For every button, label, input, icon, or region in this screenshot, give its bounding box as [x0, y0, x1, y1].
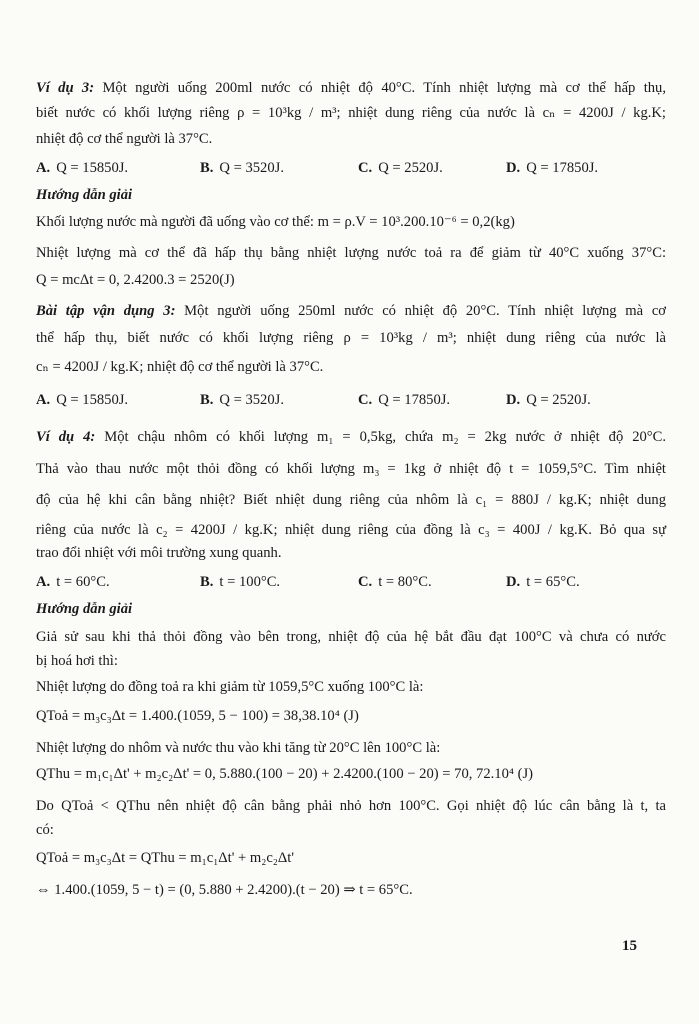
- solution-2-line-2: bị hoá hơi thì:: [36, 653, 118, 669]
- solution-2-line-7: Do QToả < QThu nên nhiệt độ cân bằng phải nhỏ hơn 100°C. Gọi nhiệt độ lúc cân bằng là t, ta: [36, 798, 666, 814]
- example-4-line-3: độ của hệ khi cân bằng nhiệt? Biết nhiệt dung riêng của nhôm là c₁ = 880J / kg.K; nhiệt dung: [36, 492, 666, 508]
- option-d: D. Q = 2520J.: [506, 392, 591, 408]
- exercise-3-line-3: cₙ = 4200J / kg.K; nhiệt độ cơ thể người là 37°C.: [36, 359, 324, 375]
- solution-2-line-5: Nhiệt lượng do nhôm và nước thu vào khi tăng từ 20°C lên 100°C là:: [36, 740, 441, 756]
- example-4-line-4: riêng của nước là c₂ = 4200J / kg.K; nhiệt dung riêng của đồng là c₃ = 400J / kg.K. Bỏ qua sự: [36, 522, 666, 538]
- option-d: D. Q = 17850J.: [506, 160, 599, 176]
- solution-2-line-9: QToả = m₃c₃Δt = QThu = m₁c₁Δt' + m₂c₂Δt': [36, 850, 294, 866]
- option-c: C. Q = 2520J.: [358, 160, 443, 176]
- solution-1-line-3: Q = mcΔt = 0, 2.4200.3 = 2520(J): [36, 272, 235, 288]
- option-c: C. Q = 17850J.: [358, 392, 451, 408]
- solution-2-line-4: QToả = m₃c₃Δt = 1.400.(1059, 5 − 100) = 38,38.10⁴ (J): [36, 708, 359, 724]
- solution-heading: Hướng dẫn giải: [36, 601, 133, 617]
- solution-2-line-8: có:: [36, 822, 54, 838]
- option-c: C. t = 80°C.: [358, 574, 432, 590]
- example-4-options: [36, 572, 666, 592]
- solution-1-line-2: Nhiệt lượng mà cơ thể đã hấp thụ bằng nhiệt lượng nước toả ra để giảm từ 40°C xuống 37°C:: [36, 245, 666, 261]
- example-3-line-2: biết nước có khối lượng riêng ρ = 10³kg / m³; nhiệt dung riêng của nước là cₙ = 4200J / kg.K;: [36, 105, 666, 121]
- example-4-label: Ví dụ 4:: [36, 429, 96, 445]
- option-b: B. Q = 3520J.: [200, 392, 284, 408]
- example-3-label: Ví dụ 3:: [36, 80, 95, 96]
- example-4-line-5: trao đổi nhiệt với môi trường xung quanh.: [36, 545, 282, 561]
- exercise-3-label: Bài tập vận dụng 3:: [36, 303, 176, 319]
- option-a: A. Q = 15850J.: [36, 160, 129, 176]
- exercise-3-line-1: Bài tập vận dụng 3: Một người uống 250ml nước có nhiệt độ 20°C. Tính nhiệt lượng mà cơ: [36, 303, 667, 319]
- page-number: 15: [622, 938, 637, 954]
- example-3-options: [36, 158, 666, 178]
- example-3-line-3: nhiệt độ cơ thể người là 37°C.: [36, 131, 213, 147]
- option-b: B. t = 100°C.: [200, 574, 281, 590]
- example-4-line-1: Ví dụ 4: Một chậu nhôm có khối lượng m₁ = 0,5kg, chứa m₂ = 2kg nước ở nhiệt độ 20°C.: [36, 429, 667, 445]
- option-d: D. t = 65°C.: [506, 574, 580, 590]
- exercise-3-line-2: thể hấp thụ, biết nước có khối lượng riêng ρ = 10³kg / m³; nhiệt dung riêng của nước là: [36, 330, 666, 346]
- option-a: A. Q = 15850J.: [36, 392, 129, 408]
- example-4-line-2: Thả vào thau nước một thỏi đồng có khối lượng m₃ = 1kg ở nhiệt độ t = 1059,5°C. Tìm nhiệt: [36, 461, 666, 477]
- option-a: A. t = 60°C.: [36, 574, 110, 590]
- solution-heading: Hướng dẫn giải: [36, 187, 133, 203]
- solution-2-line-6: QThu = m₁c₁Δt' + m₂c₂Δt' = 0, 5.880.(100 − 20) + 2.4200.(100 − 20) = 70, 72.10⁴ (J): [36, 766, 534, 782]
- solution-2-line-3: Nhiệt lượng do đồng toả ra khi giảm từ 1059,5°C xuống 100°C là:: [36, 679, 424, 695]
- option-b: B. Q = 3520J.: [200, 160, 284, 176]
- solution-2-line-10: ⇔ 1.400.(1059, 5 − t) = (0, 5.880 + 2.4200).(t − 20) ⇒ t = 65°C.: [36, 882, 413, 898]
- solution-1-line-1: Khối lượng nước mà người đã uống vào cơ thể: m = ρ.V = 10³.200.10⁻⁶ = 0,2(kg): [36, 214, 515, 230]
- example-3-line-1: Ví dụ 3: Một người uống 200ml nước có nhiệt độ 40°C. Tính nhiệt lượng mà cơ thể hấp thụ,: [36, 80, 666, 96]
- exercise-3-options: [36, 390, 666, 410]
- solution-2-line-1: Giả sử sau khi thả thỏi đồng vào bên trong, nhiệt độ của hệ bắt đầu đạt 100°C và chưa có nước: [36, 629, 666, 645]
